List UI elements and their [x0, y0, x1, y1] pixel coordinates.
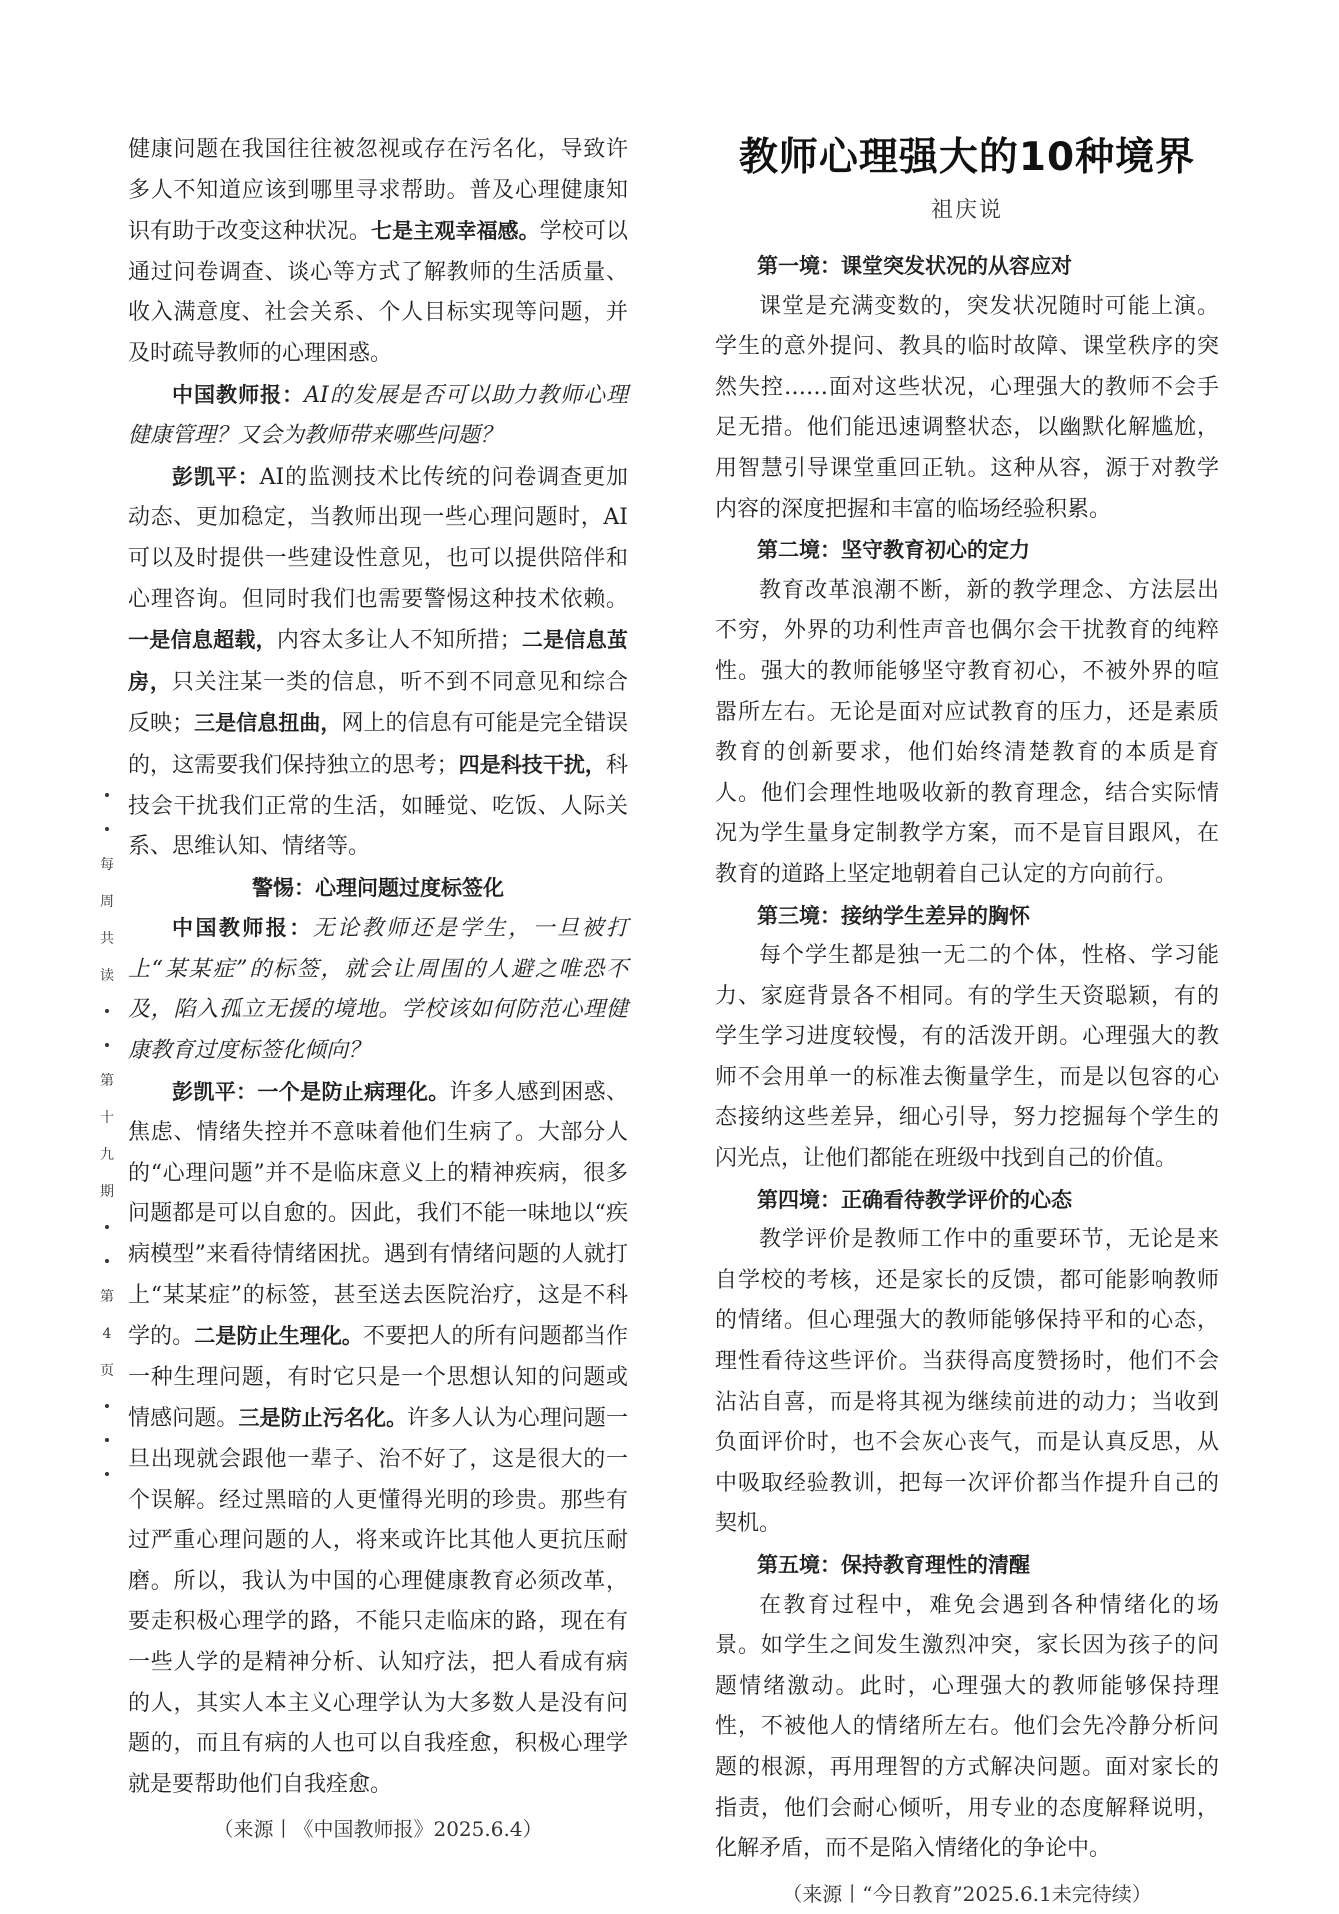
- margin-char: 第: [100, 1072, 114, 1089]
- margin-vertical-label: [95, 778, 119, 1491]
- source-citation: （来源丨《中国教师报》2025.6.4）: [213, 1817, 543, 1842]
- section-body: 每个学生都是独一无二的个体，性格、学习能力、家庭背景各不相同。有的学生天资聪颖，有的学生学习进度较慢，有的活泼开朗。心理强大的教师不会用单一的标准去衡量学生，而是以包容的心态接纳这些差异，细心引导，努力挖掘每个学生的闪光点，让他们都能在班级中找到自己的价值。: [715, 943, 1219, 1172]
- point-heading: 一个是防止病理化。: [257, 1079, 450, 1104]
- paragraph-text: 科技会干扰我们正常的生活，如睡觉、吃饭、人际关系、思维认知、情绪等。: [128, 752, 628, 860]
- dot-separator: [105, 1404, 109, 1408]
- margin-char: 期: [100, 1183, 114, 1200]
- paragraph-text: 只关注某一类的信息，听不到不同意见和综合反映；: [128, 669, 628, 737]
- paragraph-text: 内容太多让人不知所措；: [276, 628, 522, 654]
- question-text: AI的发展是否可以助力教师心理健康管理？又会为教师带来哪些问题？: [128, 382, 628, 449]
- dot-separator: [105, 1472, 109, 1476]
- question-1: [128, 375, 628, 457]
- margin-char: 读: [100, 967, 114, 984]
- left-paragraph-1: [128, 130, 628, 375]
- paragraph-text: 学校可以通过问卷调查、谈心等方式了解教师的生活质量、收入满意度、社会关系、个人目标实现等问题，并及时疏导教师的心理困惑。: [128, 219, 628, 366]
- point-heading: 四是科技干扰，: [458, 752, 606, 777]
- section-heading: 第四境：正确看待教学评价的心态: [757, 1187, 1072, 1212]
- dot-separator: [105, 1009, 109, 1013]
- point-heading: 七是主观幸福感。: [371, 219, 540, 244]
- paragraph-text: 不要把人的所有问题都当作一种生理问题，有时它只是一个思想认知的问题或情感问题。: [128, 1324, 628, 1432]
- paragraph-text: 许多人感到困惑、焦虑、情绪失控并不意味着他们生病了。大部分人的“心理问题”并不是临床意义上的精神疾病，很多问题都是可以自愈的。因此，我们不能一味地以“疾病模型”来看待情绪困扰。遇到有情绪问题的人就打上“某某症”的标签，甚至送去医院治疗，这是不科学的。: [128, 1079, 629, 1350]
- dot-separator: [105, 1259, 109, 1263]
- section-heading: 第三境：接纳学生差异的胸怀: [757, 903, 1030, 928]
- point-heading: 一是信息超载，: [128, 628, 277, 653]
- section-body: 教学评价是教师工作中的重要环节，无论是来自学校的考核，还是家长的反馈，都可能影响教师的情绪。但心理强大的教师能够保持平和的心态，理性看待这些评价。当获得高度赞扬时，他们不会沾沾自喜，而是将其视为继续前进的动力；当收到负面评价时，也不会灰心丧气，而是认真反思，从中吸取经验教训，把每一次评价都当作提升自己的契机。: [715, 1227, 1219, 1537]
- margin-char: 第: [100, 1288, 114, 1305]
- question-2: [128, 908, 628, 1071]
- paragraph-text: AI的监测技术比传统的问卷调查更加动态、更加稳定，当教师出现一些心理问题时，AI可以及时提供一些建设性意见，也可以提供陪伴和心理咨询。但同时我们也需要警惕这种技术依赖。: [128, 464, 628, 612]
- dot-separator: [105, 1225, 109, 1229]
- margin-char: 每: [100, 856, 114, 873]
- section-body: 教育改革浪潮不断，新的教学理念、方法层出不穷，外界的功利性声音也偶尔会干扰教育的纯粹性。强大的教师能够坚守教育初心，不被外界的喧嚣所左右。无论是面对应试教育的压力，还是素质教育的创新要求，他们始终清楚教育的本质是育人。他们会理性地吸收新的教育理念，结合实际情况为学生量身定制教学方案，而不是盲目跟风，在教育的道路上坚定地朝着自己认定的方向前行。: [715, 577, 1219, 887]
- point-heading: 二是信息茧房，: [128, 628, 629, 694]
- dot-separator: [105, 793, 109, 797]
- paragraph-text: 健康问题在我国往往被忽视或存在污名化，导致许多人不知道应该到哪里寻求帮助。普及心理健康知识有助于改变这种状况。: [128, 137, 628, 245]
- point-heading: 二是防止生理化。: [194, 1324, 363, 1349]
- speaker-label: 彭凯平：: [172, 464, 260, 489]
- paragraph-text: 许多人认为心理问题一旦出现就会跟他一辈子、治不好了，这是很大的一个误解。经过黑暗的人更懂得光明的珍贵。那些有过严重心理问题的人，将来或许比其他人更抗压耐磨。所以，我认为中国的心理健康教育必须改革，要走积极心理学的路，不能只走临床的路，现在有一些人学的是精神分析、认知疗法，把人看成有病的人，其实人本主义心理学认为大多数人是没有问题的，而且有病的人也可以自我痊愈，积极心理学就是要帮助他们自我痊愈。: [128, 1406, 628, 1797]
- article-title: 教师心理强大的10种境界: [738, 135, 1196, 180]
- section-heading: 第一境：课堂突发状况的从容应对: [757, 254, 1072, 278]
- margin-char: 十: [100, 1109, 114, 1126]
- section-heading: 第五境：保持教育理性的清醒: [757, 1553, 1030, 1577]
- answer-1: [128, 457, 628, 868]
- right-column: [715, 130, 1219, 1914]
- dot-separator: [105, 1043, 109, 1047]
- margin-char: 九: [100, 1146, 114, 1163]
- section-subheading: 警惕：心理问题过度标签化: [252, 875, 504, 900]
- margin-char: 共: [100, 930, 114, 947]
- paragraph-text: 网上的信息有可能是完全错误的，这需要我们保持独立的思考；: [128, 711, 628, 778]
- dot-separator: [105, 827, 109, 831]
- section-heading: 第二境：坚守教育初心的定力: [757, 538, 1030, 563]
- margin-char: 页: [100, 1362, 114, 1379]
- question-text: 无论教师还是学生，一旦被打上“某某症”的标签，就会让周围的人避之唯恐不及，陷入孤立无援的境地。学校该如何防范心理健康教育过度标签化倾向？: [128, 916, 628, 1064]
- dot-separator: [105, 1438, 109, 1442]
- margin-char: 周: [100, 893, 114, 910]
- speaker-label: 中国教师报：: [172, 382, 305, 407]
- left-column: [128, 130, 628, 1850]
- point-heading: 三是防止污名化。: [238, 1406, 408, 1431]
- point-heading: 三是信息扭曲，: [194, 711, 342, 736]
- answer-2: [128, 1072, 628, 1806]
- margin-char: 4: [102, 1325, 112, 1342]
- article-author: 祖庆说: [930, 198, 1003, 223]
- speaker-label: 彭凯平：: [172, 1079, 258, 1104]
- section-body: 在教育过程中，难免会遇到各种情绪化的场景。如学生之间发生激烈冲突，家长因为孩子的问题情绪激动。此时，心理强大的教师能够保持理性，不被他人的情绪所左右。他们会先冷静分析问题的根源，再用理智的方式解决问题。面对家长的指责，他们会耐心倾听，用专业的态度解释说明，化解矛盾，而不是陷入情绪化的争论中。: [715, 1592, 1219, 1862]
- source-citation: （来源丨“今日教育”2025.6.1未完待续）: [782, 1881, 1152, 1906]
- speaker-label: 中国教师报：: [172, 916, 313, 941]
- section-body: 课堂是充满变数的，突发状况随时可能上演。学生的意外提问、教具的临时故障、课堂秩序的突然失控……面对这些状况，心理强大的教师不会手足无措。他们能迅速调整状态，以幽默化解尴尬，用智慧引导课堂重回正轨。这种从容，源于对教学内容的深度把握和丰富的临场经验积累。: [715, 293, 1219, 522]
